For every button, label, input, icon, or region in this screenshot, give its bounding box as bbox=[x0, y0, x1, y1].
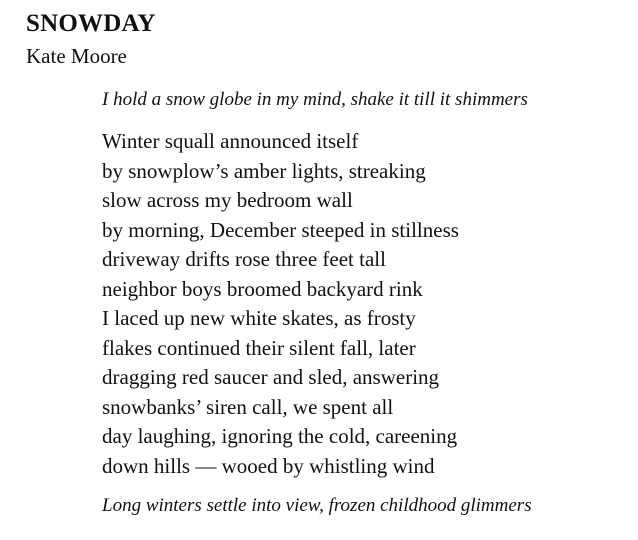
poem-line: neighbor boys broomed backyard rink bbox=[102, 276, 423, 301]
poem-closing-line: Long winters settle into view, frozen childhood glimmers bbox=[102, 495, 532, 516]
poem-line: by snowplow’s amber lights, streaking bbox=[102, 158, 426, 183]
poem-line: flakes continued their silent fall, later bbox=[102, 335, 416, 360]
poem-line: day laughing, ignoring the cold, careening bbox=[102, 424, 458, 448]
poem-line: down hills — wooed by whistling wind bbox=[102, 453, 435, 478]
poem-line: I laced up new white skates, as frosty bbox=[102, 306, 416, 330]
poem-line: slow across my bedroom wall bbox=[102, 188, 353, 212]
poem-line: dragging red saucer and sled, answering bbox=[102, 365, 440, 389]
poem-epigraph: I hold a snow globe in my mind, shake it till it shimmers bbox=[102, 89, 528, 110]
poem-line: by morning, December steeped in stillness bbox=[102, 217, 459, 242]
poem-title: SNOWDAY bbox=[26, 10, 156, 37]
poem-stanza bbox=[102, 127, 459, 481]
poem-line: snowbanks’ siren call, we spent all bbox=[102, 394, 394, 419]
poem-line: driveway drifts rose three feet tall bbox=[102, 247, 386, 271]
poem-author: Kate Moore bbox=[26, 44, 127, 68]
poem-line: Winter squall announced itself bbox=[102, 129, 359, 153]
